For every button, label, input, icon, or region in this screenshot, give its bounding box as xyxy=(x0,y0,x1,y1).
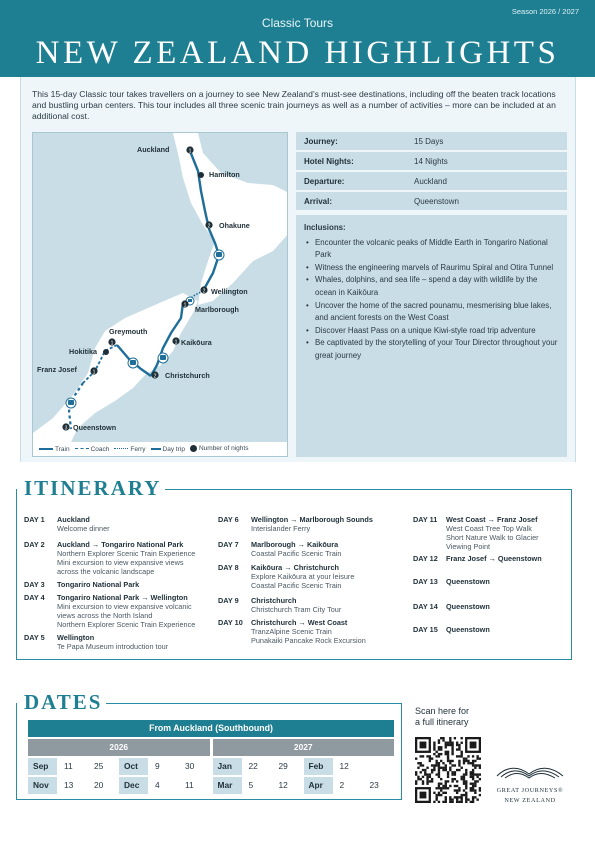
inclusion-item: • Whales, dolphins, and sea life – spend a day with wildlife by the ocean in Kaikōura xyxy=(304,274,559,299)
day-activity: across the volcanic landscape xyxy=(57,566,155,576)
hamilton-dot xyxy=(198,172,204,178)
day-number: DAY 8 xyxy=(218,563,239,572)
day-title: Tongariro National Park xyxy=(57,580,140,589)
day-title: West Coast → Franz Josef xyxy=(446,515,538,524)
inclusion-item: • Uncover the home of the sacred pounamu, mesmerising blue lakes, and ancient forests on the West Coast xyxy=(304,300,559,325)
intro-text: This 15-day Classic tour takes travellers on a journey to see New Zealand’s must-see destinations, including off the beaten track locations and bustling urban centers. This tour includes all three scenic train journeys as well as a number of activities – more can be included at an additional cost. xyxy=(32,89,556,121)
tour-facts xyxy=(296,132,567,212)
day-activity: Northern Explorer Scenic Train Experience xyxy=(57,619,196,629)
day-number: DAY 9 xyxy=(218,596,239,605)
tour-category: Classic Tours xyxy=(261,16,334,30)
day-detail xyxy=(57,541,217,577)
nights-kaikoura: 1 xyxy=(174,339,178,346)
day-number: DAY 7 xyxy=(218,540,239,549)
dates-year-group xyxy=(213,758,395,775)
nights-marlborough: 1 xyxy=(183,302,187,309)
day-title: Wellington → Marlborough Sounds xyxy=(251,515,373,524)
day-number: DAY 5 xyxy=(24,633,45,642)
dates-year-group xyxy=(213,777,395,794)
itinerary-title: ITINERARY xyxy=(24,476,165,501)
city-hokitika: Hokitika xyxy=(69,347,97,356)
day-title: Christchurch xyxy=(251,596,297,605)
qr-code-icon[interactable] xyxy=(415,737,481,803)
inclusion-item: • Discover Haast Pass on a unique Kiwi-style road trip adventure xyxy=(304,325,559,338)
year-2026: 2026 xyxy=(28,739,210,756)
day-activity: Viewing Point xyxy=(446,541,491,551)
day-activity: Coastal Pacific Scenic Train xyxy=(251,548,342,558)
departure-date: 23 xyxy=(369,780,379,790)
departure-date: 20 xyxy=(94,780,104,790)
nights-wellington: 2 xyxy=(202,288,206,295)
departure-date: 11 xyxy=(185,780,194,790)
day-detail xyxy=(446,603,595,612)
year-2027: 2027 xyxy=(213,739,395,756)
month-label: Dec xyxy=(119,777,148,794)
day-detail xyxy=(57,581,217,590)
legend-day-trip: Day trip xyxy=(151,446,185,453)
dates-row xyxy=(28,758,394,775)
day-activity: Christchurch Tram City Tour xyxy=(251,604,342,614)
train-icon-coastal xyxy=(158,353,168,363)
nights-ohakune: 2 xyxy=(207,223,211,230)
departure-date: 9 xyxy=(155,761,160,771)
city-ohakune: Ohakune xyxy=(219,221,250,230)
city-hamilton: Hamilton xyxy=(209,170,240,179)
legend-nights: Number of nights xyxy=(190,445,249,452)
day-activity: Coastal Pacific Scenic Train xyxy=(251,580,342,590)
day-number: DAY 14 xyxy=(413,602,438,611)
city-wellington: Wellington xyxy=(211,287,248,296)
day-activity: West Coast Tree Top Walk xyxy=(446,523,532,533)
day-number: DAY 12 xyxy=(413,554,438,563)
day-activity: Explore Kaikōura at your leisure xyxy=(251,571,355,581)
departure-date: 22 xyxy=(248,761,258,771)
dates-year-group xyxy=(28,758,210,775)
page-title: NEW ZEALAND HIGHLIGHTS xyxy=(35,35,560,71)
train-icon-north xyxy=(214,250,224,260)
day-activity: Mini excursion to view expansive views xyxy=(57,557,184,567)
inclusion-item: • Witness the engineering marvels of Raurimu Spiral and Otira Tunnel xyxy=(304,262,559,275)
day-number: DAY 3 xyxy=(24,580,45,589)
day-activity: TranzAlpine Scenic Train xyxy=(251,626,332,636)
departure-date xyxy=(365,758,393,775)
inclusion-item: • Encounter the volcanic peaks of Middle Earth in Tongariro National Park xyxy=(304,237,559,262)
wave-logo-icon xyxy=(495,764,565,780)
day-detail xyxy=(251,541,411,559)
day-detail xyxy=(251,597,411,615)
month-label: Jan xyxy=(213,758,242,775)
nights-queenstown: 3 xyxy=(64,425,68,432)
month-label: Apr xyxy=(304,777,333,794)
nights-christchurch: 2 xyxy=(153,373,157,380)
day-title: Wellington xyxy=(57,633,95,642)
day-title: Queenstown xyxy=(446,625,490,634)
brand-logo xyxy=(488,764,572,804)
dates-rows xyxy=(28,758,394,794)
dates-row xyxy=(28,777,394,794)
train-icon-alpine xyxy=(128,358,138,368)
day-detail xyxy=(251,564,411,591)
fact-row-departure: Departure: Auckland xyxy=(296,172,567,192)
day-number: DAY 2 xyxy=(24,540,45,549)
inclusions-title: Inclusions: xyxy=(304,223,346,232)
day-title: Auckland xyxy=(57,515,90,524)
day-number: DAY 11 xyxy=(413,515,438,524)
day-detail xyxy=(446,578,595,587)
day-detail xyxy=(446,555,595,564)
day-title: Franz Josef → Queenstown xyxy=(446,554,542,563)
departure-date: 12 xyxy=(278,780,288,790)
city-marlborough: Marlborough xyxy=(195,305,239,314)
departure-date: 11 xyxy=(64,761,73,771)
day-number: DAY 15 xyxy=(413,625,438,634)
city-greymouth: Greymouth xyxy=(109,327,148,336)
legend-coach: Coach xyxy=(75,446,110,453)
month-label: Sep xyxy=(28,758,57,775)
month-label: Oct xyxy=(119,758,148,775)
nights-greymouth: 1 xyxy=(110,340,114,347)
dates-year-group xyxy=(28,777,210,794)
city-queenstown: Queenstown xyxy=(73,423,117,432)
scan-prompt: Scan here for a full itinerary xyxy=(415,706,470,727)
month-label: Nov xyxy=(28,777,57,794)
day-activity: Northern Explorer Scenic Train Experience xyxy=(57,548,196,558)
departure-date: 29 xyxy=(278,761,288,771)
day-title: Christchurch → West Coast xyxy=(251,618,348,627)
departure-date: 30 xyxy=(185,761,195,771)
month-label: Mar xyxy=(213,777,242,794)
logo-line-1: GREAT JOURNEYS® xyxy=(496,787,564,794)
nights-auckland: 1 xyxy=(188,148,192,155)
departure-date: 5 xyxy=(248,780,254,790)
day-activity: Te Papa Museum introduction tour xyxy=(57,641,169,651)
day-detail xyxy=(57,634,217,652)
day-number: DAY 1 xyxy=(24,515,45,524)
day-detail xyxy=(251,516,411,534)
nights-franz-josef: 1 xyxy=(92,369,96,376)
inclusions-box xyxy=(296,215,567,457)
dates-title: DATES xyxy=(24,690,106,715)
coach-icon xyxy=(66,398,76,408)
north-island-land xyxy=(173,133,288,305)
inclusion-item: • Be captivated by the storytelling of your Tour Director throughout your great journey xyxy=(304,337,559,362)
day-title: Marlborough → Kaikōura xyxy=(251,540,339,549)
map-legend xyxy=(33,442,288,456)
departure-date: 25 xyxy=(94,761,104,771)
legend-ferry: Ferry xyxy=(114,446,145,453)
logo-line-2: NEW ZEALAND xyxy=(504,796,556,804)
fact-row-nights: Hotel Nights: 14 Nights xyxy=(296,152,567,172)
map-graphic xyxy=(33,133,288,457)
day-number: DAY 10 xyxy=(218,618,243,627)
day-title: Queenstown xyxy=(446,602,490,611)
day-number: DAY 4 xyxy=(24,593,45,602)
fact-row-arrival: Arrival: Queenstown xyxy=(296,192,567,212)
hokitika-dot xyxy=(103,349,109,355)
day-activity: Mini excursion to view expansive volcanic xyxy=(57,601,192,611)
day-detail xyxy=(57,516,217,534)
day-title: Auckland → Tongariro National Park xyxy=(57,540,184,549)
day-activity: views across the North Island xyxy=(57,610,153,620)
inclusions-list xyxy=(304,237,559,363)
day-detail xyxy=(446,516,595,552)
city-kaikoura: Kaikōura xyxy=(181,338,212,347)
day-title: Kaikōura → Christchurch xyxy=(251,563,339,572)
dates-heading: From Auckland (Southbound) xyxy=(28,720,394,737)
day-activity: Short Nature Walk to Glacier xyxy=(446,532,539,542)
route-map xyxy=(32,132,288,457)
dates-years xyxy=(28,739,394,756)
day-activity: Interislander Ferry xyxy=(251,523,311,533)
season-label: Season 2026 / 2027 xyxy=(511,7,579,16)
departure-date: 12 xyxy=(339,761,349,771)
departure-date: 13 xyxy=(64,780,74,790)
day-number: DAY 6 xyxy=(218,515,239,524)
departure-dates-table xyxy=(28,720,394,796)
day-detail xyxy=(57,594,217,630)
city-franz-josef: Franz Josef xyxy=(37,365,77,374)
city-auckland: Auckland xyxy=(137,145,170,154)
departure-date: 2 xyxy=(339,780,345,790)
city-christchurch: Christchurch xyxy=(165,371,210,380)
month-label: Feb xyxy=(304,758,333,775)
legend-train: Train xyxy=(39,446,70,453)
day-detail xyxy=(446,626,595,635)
fact-row-journey: Journey: 15 Days xyxy=(296,132,567,152)
day-activity: Punakaiki Pancake Rock Excursion xyxy=(251,635,366,645)
day-activity: Welcome dinner xyxy=(57,523,110,533)
departure-date: 4 xyxy=(155,780,160,790)
day-title: Tongariro National Park → Wellington xyxy=(57,593,188,602)
header-banner xyxy=(0,0,595,77)
day-title: Queenstown xyxy=(446,577,490,586)
day-number: DAY 13 xyxy=(413,577,438,586)
day-detail xyxy=(251,619,411,646)
